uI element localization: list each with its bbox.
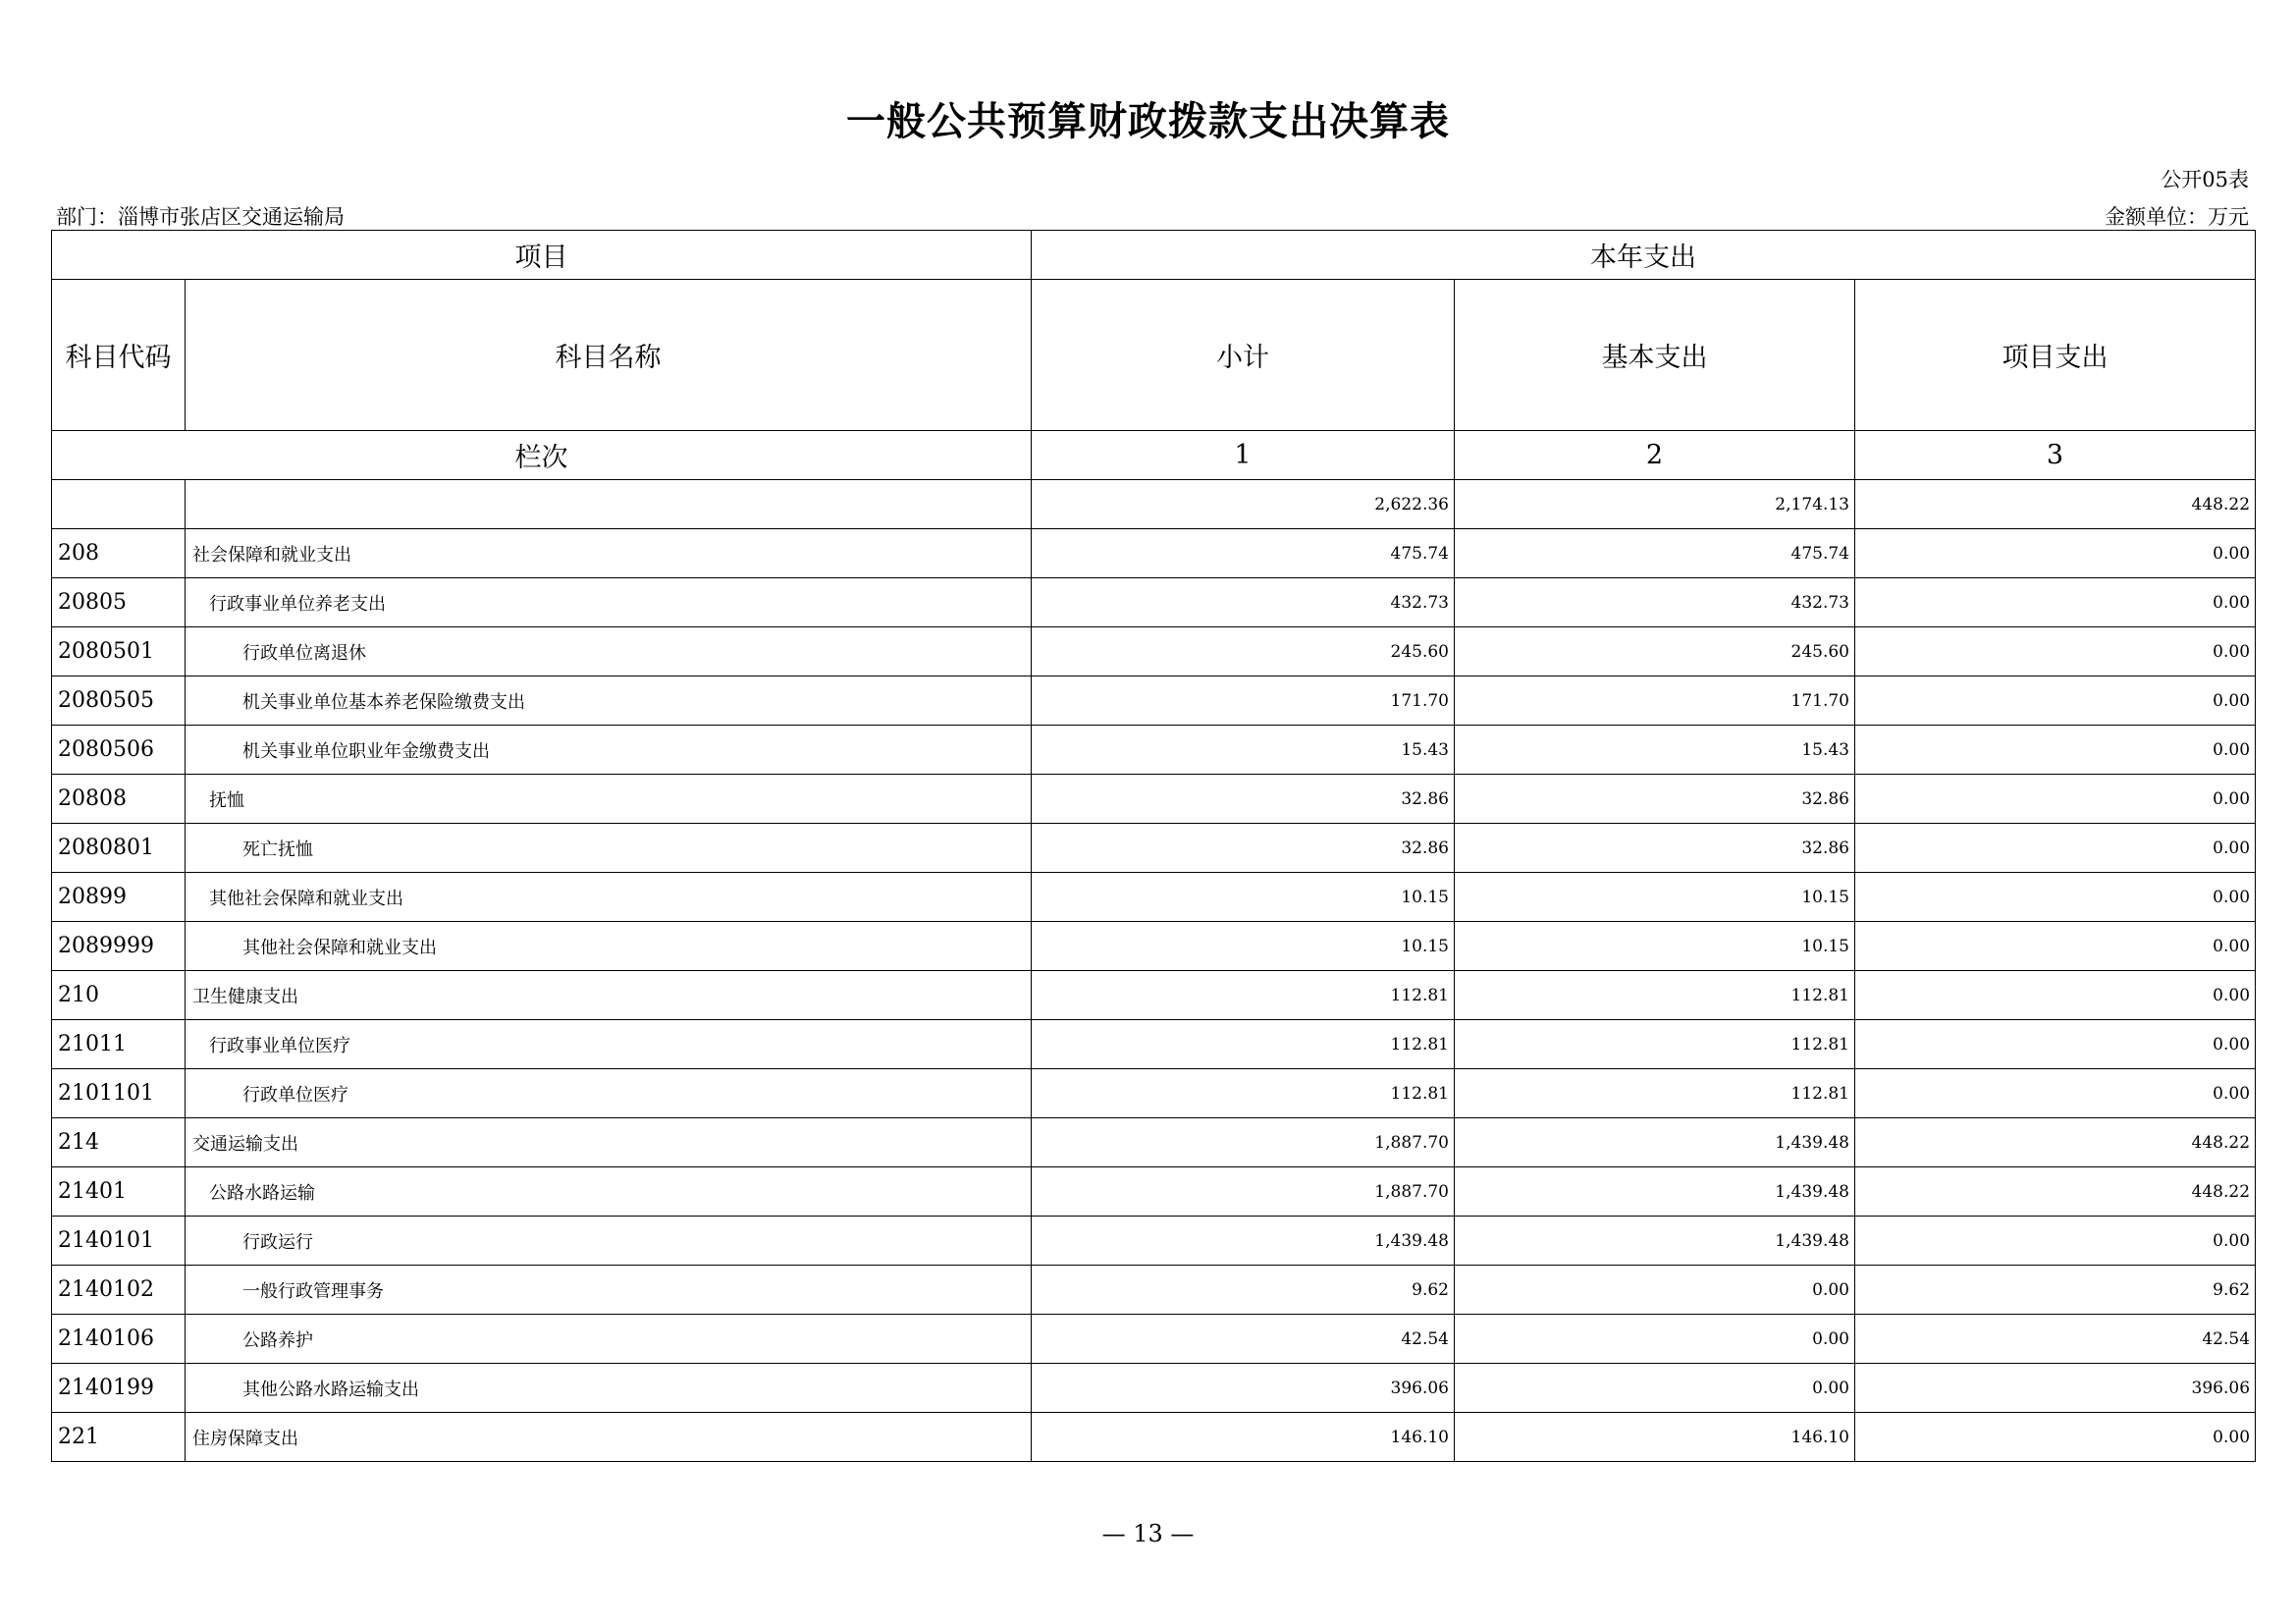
row-subtotal: 1,887.70	[1032, 1167, 1455, 1217]
form-number: 公开05表	[2161, 168, 2249, 191]
row-name: 一般行政管理事务	[186, 1266, 1032, 1315]
row-basic: 1,439.48	[1455, 1167, 1855, 1217]
row-code: 2140199	[52, 1364, 186, 1413]
row-name: 其他社会保障和就业支出	[186, 922, 1032, 971]
page-title: 一般公共预算财政拨款支出决算表	[846, 99, 1450, 144]
row-code: 208	[52, 529, 186, 578]
row-project: 0.00	[1855, 1069, 2256, 1118]
row-name: 行政运行	[186, 1217, 1032, 1266]
row-name: 社会保障和就业支出	[186, 529, 1032, 578]
row-name: 其他社会保障和就业支出	[186, 873, 1032, 922]
page-number: — 13 —	[1101, 1520, 1195, 1547]
table-row	[52, 676, 2256, 726]
row-name: 公路水路运输	[186, 1167, 1032, 1217]
row-basic: 1,439.48	[1455, 1118, 1855, 1167]
table-row	[52, 873, 2256, 922]
table-row	[52, 1020, 2256, 1069]
row-project: 0.00	[1855, 529, 2256, 578]
row-project: 448.22	[1855, 1118, 2256, 1167]
department-label: 部门：淄博市张店区交通运输局	[56, 205, 345, 229]
table-row	[52, 627, 2256, 676]
row-name: 行政事业单位医疗	[186, 1020, 1032, 1069]
row-code: 210	[52, 971, 186, 1020]
row-name: 公路养护	[186, 1315, 1032, 1364]
row-subtotal: 1,439.48	[1032, 1217, 1455, 1266]
row-code: 2140102	[52, 1266, 186, 1315]
row-name: 行政事业单位养老支出	[186, 578, 1032, 627]
row-basic: 15.43	[1455, 726, 1855, 775]
header-code: 科目代码	[52, 280, 186, 431]
row-project: 0.00	[1855, 726, 2256, 775]
row-subtotal: 9.62	[1032, 1266, 1455, 1315]
expenditure-table	[51, 230, 2256, 1462]
row-basic: 0.00	[1455, 1364, 1855, 1413]
row-name	[186, 480, 1032, 529]
row-basic: 32.86	[1455, 775, 1855, 824]
row-project: 448.22	[1855, 480, 2256, 529]
row-project: 448.22	[1855, 1167, 2256, 1217]
header-basic: 基本支出	[1455, 280, 1855, 431]
row-basic: 32.86	[1455, 824, 1855, 873]
row-project: 0.00	[1855, 578, 2256, 627]
table-row	[52, 824, 2256, 873]
row-project: 0.00	[1855, 873, 2256, 922]
row-project: 0.00	[1855, 824, 2256, 873]
row-code: 2080801	[52, 824, 186, 873]
row-code: 21011	[52, 1020, 186, 1069]
row-subtotal: 112.81	[1032, 1069, 1455, 1118]
row-project: 0.00	[1855, 922, 2256, 971]
row-basic: 146.10	[1455, 1413, 1855, 1462]
row-subtotal: 32.86	[1032, 824, 1455, 873]
row-name: 行政单位离退休	[186, 627, 1032, 676]
table-row	[52, 1069, 2256, 1118]
row-subtotal: 112.81	[1032, 971, 1455, 1020]
header-current-year: 本年支出	[1032, 231, 2256, 280]
row-project: 0.00	[1855, 971, 2256, 1020]
row-code: 20808	[52, 775, 186, 824]
row-project: 0.00	[1855, 1020, 2256, 1069]
row-basic: 171.70	[1455, 676, 1855, 726]
row-subtotal: 2,622.36	[1032, 480, 1455, 529]
row-project: 0.00	[1855, 1217, 2256, 1266]
table-row	[52, 775, 2256, 824]
header-project-expense: 项目支出	[1855, 280, 2256, 431]
row-code: 2080501	[52, 627, 186, 676]
row-name: 交通运输支出	[186, 1118, 1032, 1167]
row-name: 机关事业单位职业年金缴费支出	[186, 726, 1032, 775]
header-col1: 1	[1032, 431, 1455, 480]
row-subtotal: 112.81	[1032, 1020, 1455, 1069]
row-project: 0.00	[1855, 627, 2256, 676]
row-subtotal: 32.86	[1032, 775, 1455, 824]
row-name: 卫生健康支出	[186, 971, 1032, 1020]
row-basic: 10.15	[1455, 873, 1855, 922]
table-row	[52, 1315, 2256, 1364]
row-basic: 432.73	[1455, 578, 1855, 627]
row-project: 396.06	[1855, 1364, 2256, 1413]
row-code: 2140106	[52, 1315, 186, 1364]
header-name: 科目名称	[186, 280, 1032, 431]
row-project: 0.00	[1855, 775, 2256, 824]
table-row	[52, 529, 2256, 578]
row-name: 机关事业单位基本养老保险缴费支出	[186, 676, 1032, 726]
row-code: 2089999	[52, 922, 186, 971]
row-name: 死亡抚恤	[186, 824, 1032, 873]
table-row	[52, 971, 2256, 1020]
table-row	[52, 1217, 2256, 1266]
row-project: 9.62	[1855, 1266, 2256, 1315]
row-subtotal: 396.06	[1032, 1364, 1455, 1413]
table-row	[52, 922, 2256, 971]
row-name: 抚恤	[186, 775, 1032, 824]
row-subtotal: 42.54	[1032, 1315, 1455, 1364]
row-basic: 112.81	[1455, 971, 1855, 1020]
header-col3: 3	[1855, 431, 2256, 480]
header-col2: 2	[1455, 431, 1855, 480]
row-subtotal: 146.10	[1032, 1413, 1455, 1462]
row-subtotal: 432.73	[1032, 578, 1455, 627]
row-basic: 112.81	[1455, 1020, 1855, 1069]
row-basic: 0.00	[1455, 1315, 1855, 1364]
row-code: 2080505	[52, 676, 186, 726]
row-basic: 475.74	[1455, 529, 1855, 578]
row-code: 2140101	[52, 1217, 186, 1266]
row-basic: 2,174.13	[1455, 480, 1855, 529]
row-basic: 10.15	[1455, 922, 1855, 971]
header-column-label: 栏次	[52, 431, 1032, 480]
row-basic: 0.00	[1455, 1266, 1855, 1315]
table-row	[52, 578, 2256, 627]
row-code: 21401	[52, 1167, 186, 1217]
row-project: 0.00	[1855, 1413, 2256, 1462]
row-code: 20805	[52, 578, 186, 627]
row-subtotal: 475.74	[1032, 529, 1455, 578]
row-code: 20899	[52, 873, 186, 922]
row-code: 2101101	[52, 1069, 186, 1118]
row-subtotal: 10.15	[1032, 922, 1455, 971]
table-row	[52, 1167, 2256, 1217]
row-name: 行政单位医疗	[186, 1069, 1032, 1118]
header-project: 项目	[52, 231, 1032, 280]
row-basic: 112.81	[1455, 1069, 1855, 1118]
table-row	[52, 726, 2256, 775]
row-subtotal: 1,887.70	[1032, 1118, 1455, 1167]
row-subtotal: 171.70	[1032, 676, 1455, 726]
row-code: 221	[52, 1413, 186, 1462]
table-row	[52, 1118, 2256, 1167]
amount-unit-label: 金额单位：万元	[2105, 205, 2249, 229]
row-name: 住房保障支出	[186, 1413, 1032, 1462]
row-basic: 1,439.48	[1455, 1217, 1855, 1266]
row-project: 42.54	[1855, 1315, 2256, 1364]
row-subtotal: 10.15	[1032, 873, 1455, 922]
table-row	[52, 1413, 2256, 1462]
row-subtotal: 15.43	[1032, 726, 1455, 775]
row-code: 2080506	[52, 726, 186, 775]
row-project: 0.00	[1855, 676, 2256, 726]
table-row	[52, 1266, 2256, 1315]
table-row	[52, 480, 2256, 529]
row-name: 其他公路水路运输支出	[186, 1364, 1032, 1413]
row-basic: 245.60	[1455, 627, 1855, 676]
header-subtotal: 小计	[1032, 280, 1455, 431]
row-code: 214	[52, 1118, 186, 1167]
row-code	[52, 480, 186, 529]
row-subtotal: 245.60	[1032, 627, 1455, 676]
table-row	[52, 1364, 2256, 1413]
